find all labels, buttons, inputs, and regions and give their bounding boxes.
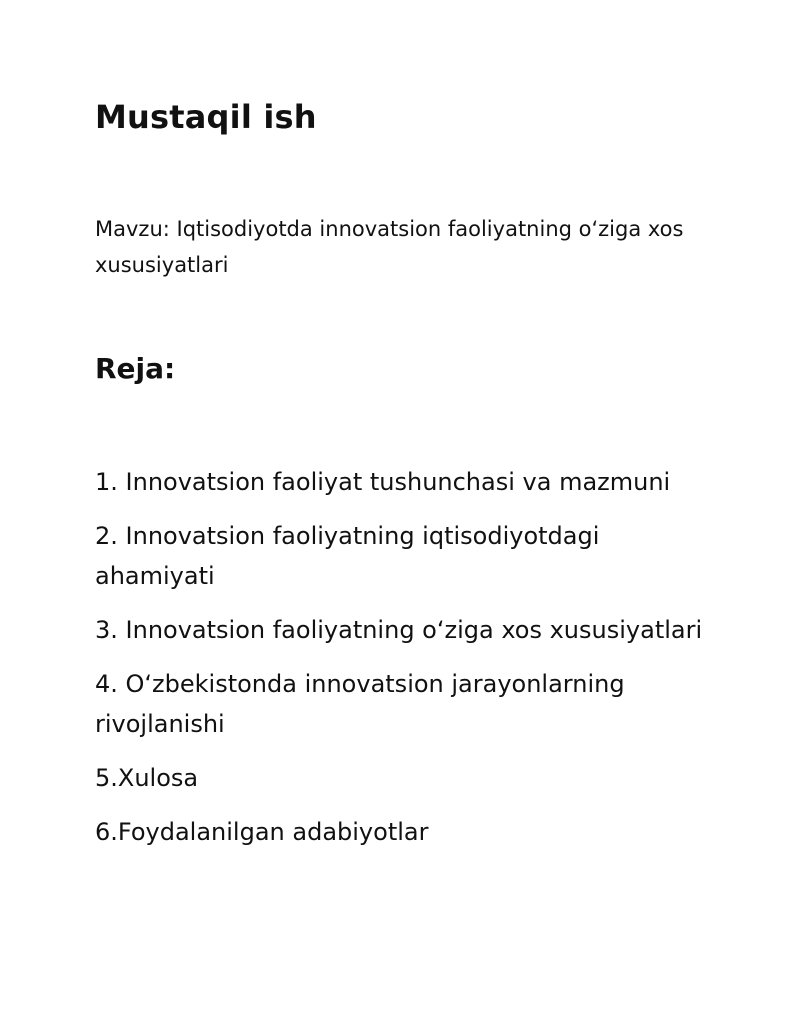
plan-item-3: 3. Innovatsion faoliyatning o‘ziga xos xususiyatlari	[95, 616, 703, 644]
plan-item-6: 6.Foydalanilgan adabiyotlar	[95, 818, 429, 846]
plan-item-4: 4. O‘zbekistonda innovatsion jarayonlarning rivojlanishi	[95, 670, 625, 738]
plan-item-5: 5.Xulosa	[95, 764, 199, 792]
plan-item-2: 2. Innovatsion faoliyatning iqtisodiyotdagi ahamiyati	[95, 522, 600, 590]
plan-list	[95, 462, 715, 866]
plan-item-1: 1. Innovatsion faoliyat tushunchasi va mazmuni	[95, 468, 671, 496]
document-title: Mustaqil ish	[95, 98, 317, 136]
document-subject: Mavzu: Iqtisodiyotda innovatsion faoliyatning o‘ziga xos xususiyatlari	[95, 217, 684, 277]
plan-heading: Reja:	[95, 352, 176, 385]
